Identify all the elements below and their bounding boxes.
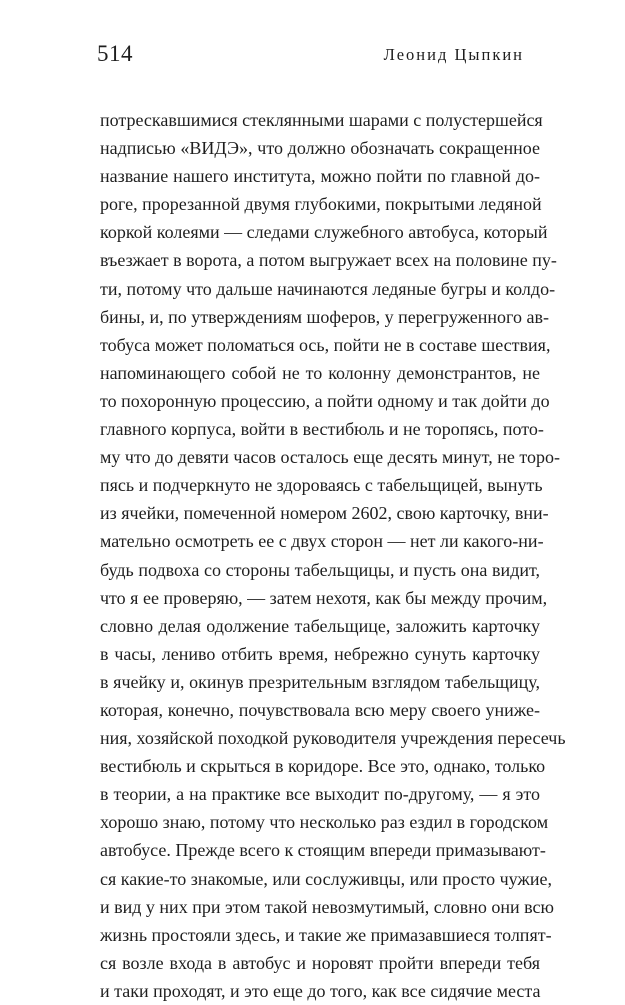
text-line: напоминающего собой не то колонну демонстрантов, не xyxy=(100,362,540,383)
text-line: что я ее проверяю, — затем нехотя, как бы между прочим, xyxy=(100,587,548,608)
text-line: и таки проходят, и это еще до того, как все сидячие места xyxy=(100,980,541,1001)
running-title: Леонид Цыпкин xyxy=(383,45,524,64)
page-number: 514 xyxy=(97,41,133,66)
body-text xyxy=(100,106,566,1005)
text-line: коркой колеями — следами служебного автобуса, который xyxy=(100,222,548,243)
text-line: тобуса может поломаться ось, пойти не в составе шествия, xyxy=(100,334,551,355)
text-line: бины, и, по утверждениям шоферов, у перегруженного ав- xyxy=(100,306,549,327)
text-line: автобусе. Прежде всего к стоящим впереди примазывают- xyxy=(100,840,546,861)
text-line: ния, хозяйской походкой руководителя учреждения пересечь xyxy=(100,728,566,749)
text-line: которая, конечно, почувствовала всю меру своего униже- xyxy=(100,699,540,720)
text-line: хорошо знаю, потому что несколько раз ездил в городском xyxy=(100,812,549,833)
text-line: и вид у них при этом такой невозмутимый, словно они всю xyxy=(100,896,554,917)
text-line: мательно осмотреть ее с двух сторон — нет ли какого-ни- xyxy=(100,531,544,552)
text-line: пясь и подчеркнуто не здороваясь с табельщицей, вынуть xyxy=(100,475,543,496)
text-line: ся возле входа в автобус и норовят пройти впереди тебя xyxy=(100,952,540,973)
text-line: словно делая одолжение табельщице, заложить карточку xyxy=(100,615,540,636)
text-line: роге, прорезанной двумя глубокими, покрытыми ледяной xyxy=(100,194,542,215)
text-line: будь подвоха со стороны табельщицы, и пусть она видит, xyxy=(100,559,540,580)
text-line: ся какие-то знакомые, или сослуживцы, или просто чужие, xyxy=(100,868,552,889)
text-line: название нашего института, можно пойти по главной до- xyxy=(100,166,540,187)
text-line: из ячейки, помеченной номером 2602, свою карточку, вни- xyxy=(100,503,549,524)
text-line: то похоронную процессию, а пойти одному и так дойти до xyxy=(100,390,550,411)
text-line: въезжает в ворота, а потом выгружает всех на половине пу- xyxy=(100,250,557,271)
text-line: вестибюль и скрыться в коридоре. Все это, однако, только xyxy=(100,756,546,777)
text-line: ти, потому что дальше начинаются ледяные бугры и колдо- xyxy=(100,278,556,299)
text-line: потрескавшимися стеклянными шарами с полустершейся xyxy=(100,110,543,130)
text-line: жизнь простояли здесь, и такие же примазавшиеся толпят- xyxy=(100,924,552,945)
text-line: му что до девяти часов осталось еще десять минут, не торо- xyxy=(100,447,560,468)
text-line: в теории, а на практике все выходит по-другому, — я это xyxy=(100,784,540,805)
text-line: главного корпуса, войти в вестибюль и не торопясь, пото- xyxy=(100,419,544,440)
text-line: в ячейку и, окинув презрительным взглядом табельщицу, xyxy=(100,671,540,692)
text-line: надписью «ВИДЭ», что должно обозначать сокращенное xyxy=(100,138,540,159)
text-line: в часы, лениво отбить время, небрежно сунуть карточку xyxy=(100,643,540,664)
